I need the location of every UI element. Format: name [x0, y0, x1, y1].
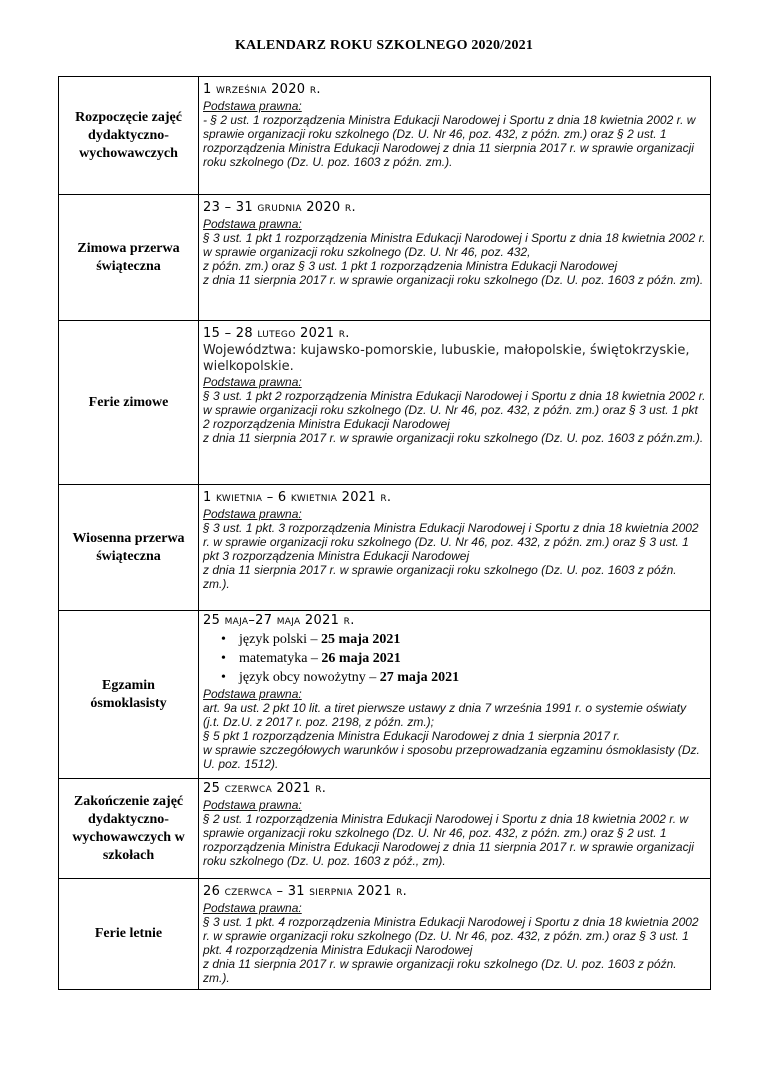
- legal-basis-text: § 3 ust. 1 pkt. 4 rozporządzenia Ministra Edukacji Narodowej i Sportu z dnia 18 kwietnia 2002 r. w sprawie organizacji roku szkolnego (Dz. U. Nr 46, poz. 432, z późn. zm.) oraz § 3 ust. 1 pkt. 4 rozporządzenia Ministra Edukacji Narodowej: [203, 915, 699, 957]
- row-label: Rozpoczęcie zajęć dydaktyczno-wychowawczych: [59, 77, 199, 195]
- row-content: [199, 611, 711, 779]
- legal-basis-label: Podstawa prawna:: [203, 507, 302, 521]
- legal-basis-label: Podstawa prawna:: [203, 99, 302, 113]
- legal-basis-label: Podstawa prawna:: [203, 687, 302, 701]
- row-label: Wiosenna przerwa świąteczna: [59, 485, 199, 611]
- row-content: [199, 779, 711, 879]
- date-range: 15 – 28 lutego 2021 r.: [203, 326, 350, 341]
- row-label: Zimowa przerwa świąteczna: [59, 195, 199, 321]
- calendar-table: [58, 76, 711, 990]
- list-item: [221, 630, 706, 649]
- date-range: 25 czerwca 2021 r.: [203, 781, 327, 796]
- legal-basis-text: z dnia 11 sierpnia 2017 r. w sprawie organizacji roku szkolnego (Dz. U. poz. 1603 z późn. zm.).: [203, 957, 677, 985]
- page-title: KALENDARZ ROKU SZKOLNEGO 2020/2021: [234, 38, 534, 53]
- date-range: 25 maja–27 maja 2021 r.: [203, 613, 355, 628]
- row-label: Egzamin ósmoklasisty: [59, 611, 199, 779]
- legal-basis-text: w sprawie szczegółowych warunków i sposobu przeprowadzania egzaminu ósmoklasisty (Dz. U. poz. 1512).: [203, 743, 700, 771]
- date-range: 1 września 2020 r.: [203, 82, 321, 97]
- voivodeships-list: Województwa: kujawsko-pomorskie, lubuskie, małopolskie, świętokrzyskie, wielkopolskie.: [203, 343, 690, 374]
- table-row: [59, 611, 711, 779]
- legal-basis-text: art. 9a ust. 2 pkt 10 lit. a tiret pierwsze ustawy z dnia 7 września 1991 r. o systemie oświaty (j.t. Dz.U. z 2017 r. poz. 2198, z późn. zm.);: [203, 701, 687, 729]
- legal-basis-text: § 2 ust. 1 rozporządzenia Ministra Edukacji Narodowej i Sportu z dnia 18 kwietnia 2002 r. w sprawie organizacji roku szkolnego (Dz. U. Nr 46, poz. 432, z późn. zm.) oraz § 2 ust. 1 rozporządzenia Ministra Edukacji Narodowej z dnia 11 sierpnia 2017 r. w sprawie organizacji roku szkolnego (Dz. U. poz. 1603 z póź., zm).: [203, 812, 694, 868]
- subject-date: 27 maja 2021: [379, 670, 460, 685]
- subject-name: język polski –: [239, 632, 322, 647]
- legal-basis-text: § 3 ust. 1 pkt. 3 rozporządzenia Ministra Edukacji Narodowej i Sportu z dnia 18 kwietnia 2002 r. w sprawie organizacji roku szkolnego (Dz. U. Nr 46, poz. 432, z późn. zm.) oraz § 3 ust. 1 pkt 3 rozporządzenia Ministra Edukacji Narodowej: [203, 521, 699, 563]
- subject-name: język obcy nowożytny –: [239, 670, 380, 685]
- legal-basis-label: Podstawa prawna:: [203, 375, 302, 389]
- row-content: [199, 321, 711, 485]
- legal-basis-text: - § 2 ust. 1 rozporządzenia Ministra Edukacji Narodowej i Sportu z dnia 18 kwietnia 2002 r. w sprawie organizacji roku szkolnego (Dz. U. Nr 46, poz. 432, z późn. zm.) oraz § 2 ust. 1 rozporządzenia Ministra Edukacji Narodowej z dnia 11 sierpnia 2017 r. w sprawie organizacji roku szkolnego (Dz. U. poz. 1603 z późn. zm.).: [203, 113, 696, 169]
- row-content: [199, 195, 711, 321]
- row-label: Zakończenie zajęć dydaktyczno-wychowawczych w szkołach: [59, 779, 199, 879]
- table-row: [59, 321, 711, 485]
- date-range: 1 kwietnia – 6 kwietnia 2021 r.: [203, 490, 392, 505]
- legal-basis-label: Podstawa prawna:: [203, 217, 302, 231]
- exam-subjects-list: [221, 630, 706, 687]
- date-range: 26 czerwca – 31 sierpnia 2021 r.: [203, 884, 408, 899]
- date-range: 23 – 31 grudnia 2020 r.: [203, 200, 356, 215]
- row-content: [199, 485, 711, 611]
- row-content: [199, 879, 711, 990]
- legal-basis-text: § 3 ust. 1 pkt 1 rozporządzenia Ministra Edukacji Narodowej i Sportu z dnia 18 kwietnia 2002 r. w sprawie organizacji roku szkolnego (Dz. U. Nr 46, poz. 432,: [203, 231, 706, 259]
- row-label: Ferie zimowe: [59, 321, 199, 485]
- subject-date: 25 maja 2021: [321, 632, 401, 647]
- table-row: [59, 195, 711, 321]
- subject-name: matematyka –: [239, 651, 322, 666]
- legal-basis-text: § 5 pkt 1 rozporządzenia Ministra Edukacji Narodowej z dnia 1 sierpnia 2017 r.: [203, 729, 621, 743]
- table-row: [59, 879, 711, 990]
- subject-date: 26 maja 2021: [321, 651, 401, 666]
- legal-basis-text: § 3 ust. 1 pkt 2 rozporządzenia Ministra Edukacji Narodowej i Sportu z dnia 18 kwietnia 2002 r. w sprawie organizacji roku szkolnego (Dz. U. Nr 46, poz. 432, z późn. zm.) oraz § 3 ust. 1 pkt 2 rozporządzenia Ministra Edukacji Narodowej: [203, 389, 706, 431]
- legal-basis-text: z dnia 11 sierpnia 2017 r. w sprawie organizacji roku szkolnego (Dz. U. poz. 1603 z późn.zm.).: [203, 431, 704, 445]
- table-row: [59, 485, 711, 611]
- legal-basis-label: Podstawa prawna:: [203, 798, 302, 812]
- row-label: Ferie letnie: [59, 879, 199, 990]
- legal-basis-text: z późn. zm.) oraz § 3 ust. 1 pkt 1 rozporządzenia Ministra Edukacji Narodowej: [203, 259, 618, 273]
- table-row: [59, 77, 711, 195]
- legal-basis-label: Podstawa prawna:: [203, 901, 302, 915]
- legal-basis-text: z dnia 11 sierpnia 2017 r. w sprawie organizacji roku szkolnego (Dz. U. poz. 1603 z późn. zm.).: [203, 563, 677, 591]
- list-item: [221, 649, 706, 668]
- table-row: [59, 779, 711, 879]
- list-item: [221, 668, 706, 687]
- legal-basis-text: z dnia 11 sierpnia 2017 r. w sprawie organizacji roku szkolnego (Dz. U. poz. 1603 z późn. zm).: [203, 273, 704, 287]
- row-content: [199, 77, 711, 195]
